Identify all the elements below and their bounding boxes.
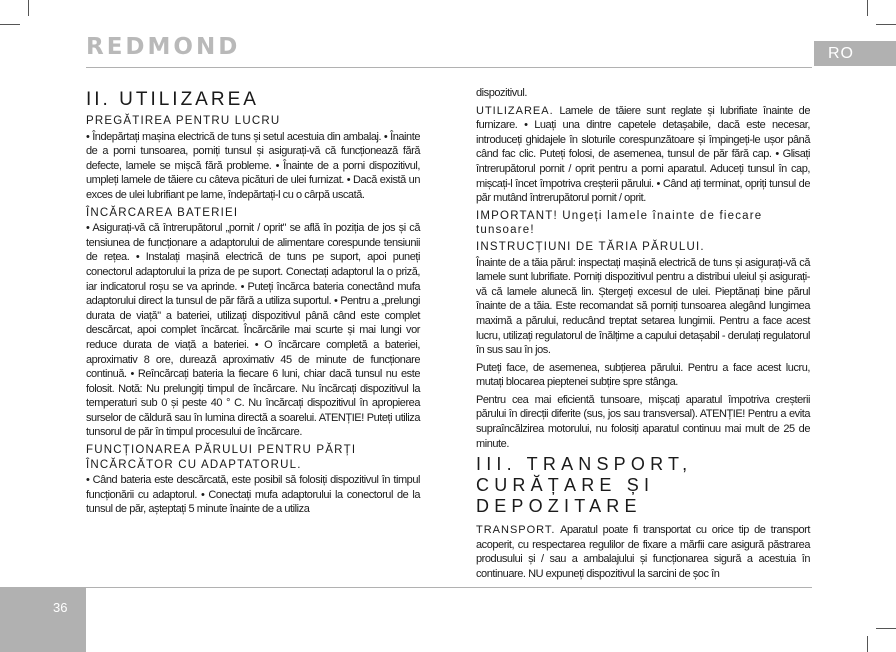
language-tab: RO	[814, 41, 896, 66]
crop-mark	[0, 24, 20, 25]
crop-mark	[876, 628, 896, 629]
right-column	[476, 86, 810, 585]
page-number-bar	[0, 587, 86, 652]
subsection-title: FUNCȚIONAREA PĂRULUI PENTRU PĂRȚI ÎNCĂRCĂTOR CU ADAPTATORUL.	[86, 444, 357, 471]
crop-mark	[28, 0, 29, 16]
subsection-title: INSTRUCȚIUNI DE TĂRIA PĂRULUI.	[476, 240, 705, 253]
lead-text: TRANSPORT.	[476, 524, 556, 537]
paragraph: • Îndepărtați mașina electrică de tuns și setul acestuia din ambalaj. • Înainte de a porni tunsoarea, porniți tunsul și asigurați-vă că funcționează fără defecte, lamele se mișcă fără probleme. • Înainte de a porni dispozitivul, umpleți lamele de tăiere cu câteva picături de ulei furnizat. • Dacă există un exces de ulei lubrifiant pe lame, îndepărtați-l cu o cârpă uscată.	[86, 130, 420, 201]
crop-mark	[867, 0, 868, 16]
crop-mark	[867, 636, 868, 652]
paragraph: Înainte de a tăia părul: inspectați mașină electrică de tuns și asigurați-vă că lamele sunt lubrifiate. Porniți dispozitivul pentru a distribui uleiul și asigurați-vă că lamele alunecă lin. Ștergeți excesul de ulei. Pieptănați bine părul înainte de a tăia. Este recomandat să porniți tunsoarea alegând lungimea maximă a părului, reducând treptat setarea lungimii. Pentru a face acest lucru, utilizați regulatorul de înălțime a capului detașabil - derulați regulatorul în sus sau în jos.	[476, 256, 810, 357]
paragraph: Puteți face, de asemenea, subțierea părului. Pentru a face acest lucru, mutați blocarea pieptenei subțire spre stânga.	[476, 361, 810, 389]
paragraph-text: Aparatul poate fi transportat cu orice tip de transport acoperit, cu respectarea regulilor de fixare a mărfii care asigură păstrarea produsului și / sau a ambalajului și funcționarea sigură a acestuia în continuare. NU expuneți dispozitivul la sarcini de șoc în	[476, 524, 810, 581]
lead-text: UTILIZAREA.	[476, 104, 554, 117]
important-note: IMPORTANT! Ungeți lamele înainte de fiecare tunsoare!	[476, 209, 763, 237]
page-number: 36	[53, 600, 68, 615]
crop-mark	[876, 24, 896, 25]
section-title: II. UTILIZAREA	[86, 89, 259, 110]
subsection-title: ÎNCĂRCAREA BATERIEI	[86, 206, 239, 219]
paragraph: dispozitivul.	[476, 87, 528, 99]
paragraph: Pentru cea mai eficientă tunsoare, mișcați aparatul împotriva creșterii părului în direcții diferite (sus, jos sau transversal). ATENȚIE! Pentru a evita supraîncălzirea motorului, nu folosiți aparatul continuu mai mult de 25 de minute.	[476, 393, 810, 450]
brand-logo: REDMOND	[86, 34, 241, 60]
paragraph	[476, 523, 810, 581]
footer-rule	[86, 587, 812, 588]
header-rule	[86, 67, 812, 68]
paragraph-text: Lamele de tăiere sunt reglate și lubrifiate înainte de furnizare. • Luați una dintre capetele detașabile, dacă este necesar, introduceți ghidajele în sloturile corespunzătoare și împingeți-le ușor până când fac clic. Puteți folosi, de asemenea, tunsul de păr fără cap. • Glisați întrerupătorul pornit / oprit pentru a porni aparatul. Aduceți tunsul în cap, mișcați-l încet împotriva creșterii părului. • Când ați terminat, opriți tunsul de păr mutând întrerupătorul pornit / oprit.	[476, 104, 810, 205]
subsection-title: PREGĂTIREA PENTRU LUCRU	[86, 115, 281, 127]
paragraph: • Când bateria este descărcată, este posibil să folosiți dispozitivul în timpul funcționării cu adaptorul. • Conectați mufa adaptorului la conectorul de la tunsul de păr, așteptați 5 minute înainte de a utiliza	[86, 474, 420, 516]
paragraph	[476, 104, 810, 206]
section-title: III. TRANSPORT, CURĂȚARE ȘI DEPOZITARE	[476, 454, 693, 517]
paragraph: • Asigurați-vă că întrerupătorul „pornit / oprit" se află în poziția de jos și că tensiunea de funcționare a adaptorului de alimentare corespunde tensiunii de rețea. • Instalați mașină electrică de tuns pe suport, apoi puneți conectorul adaptorului la priza de pe suport. Conectați adaptorul la o priză, iar indicatorul roșu se va aprinde. • Puteți încărca bateria conectând mufa adaptorului direct la tunsul de păr fără a utiliza suportul. • Pentru a „prelungi durata de viață" a bateriei, utilizați dispozitivul până când este complet descărcat, apoi complet încărcat. Încărcările mai scurte și mai lungi vor reduce durata de viață a bateriei. • O încărcare completă a bateriei, aproximativ 8 ore, durează aproximativ 45 de minute de funcționare continuă. • Reîncărcați bateria la fiecare 6 luni, chiar dacă tunsul nu este folosit. Notă: Nu prelungiți timpul de încărcare. Nu încărcați dispozitivul la temperaturi sub 0 și peste 40 ° C. Nu încărcați dispozitivul în apropierea surselor de căldură sau în lumina directă a soarelui. ATENȚIE! Puteți utiliza tunsorul de păr în timpul procesului de încărcare.	[86, 222, 420, 439]
left-column	[86, 89, 420, 520]
